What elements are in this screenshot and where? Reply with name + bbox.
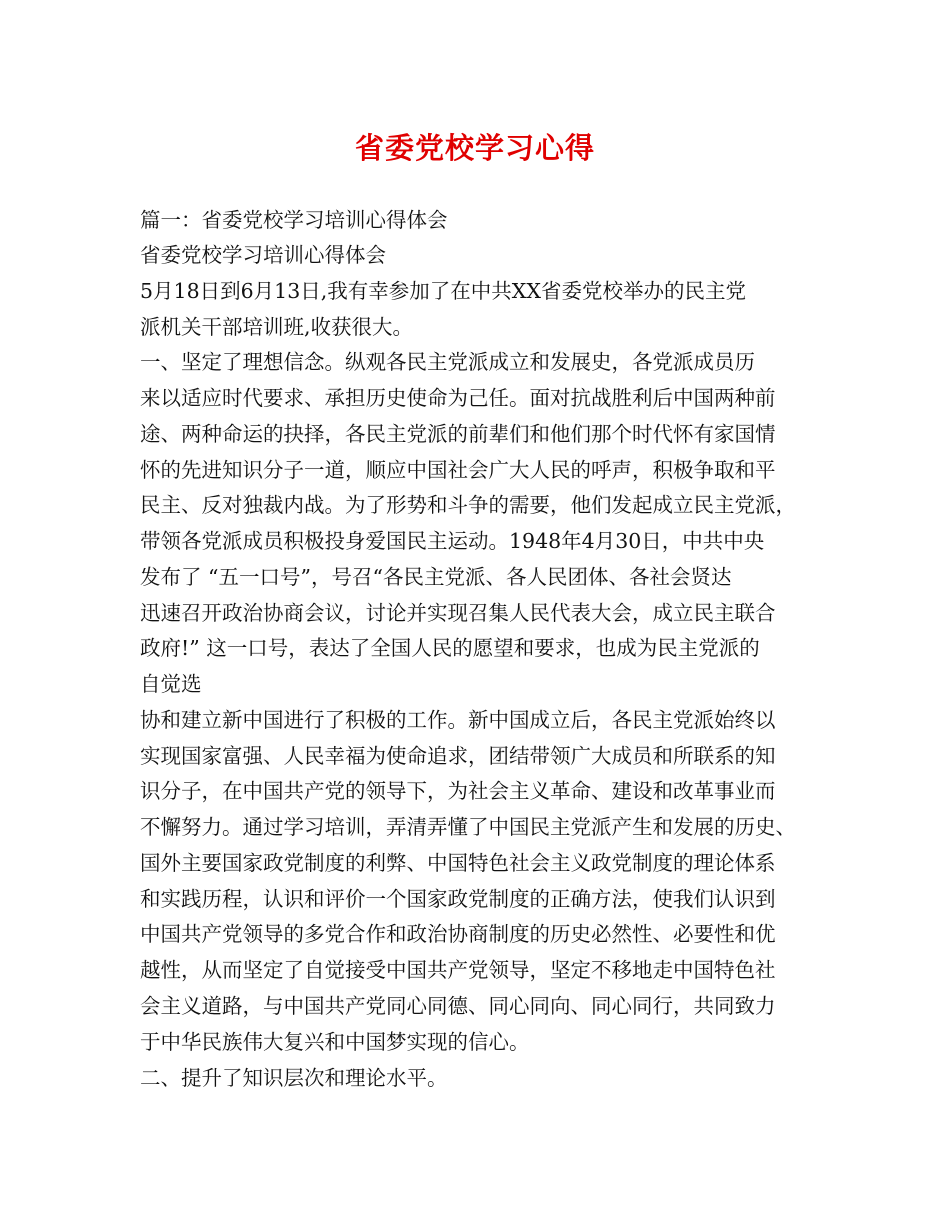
body-line: 和实践历程，认识和评价一个国家政党制度的正确方法，使我们认识到 bbox=[140, 887, 776, 911]
body-line: 5月18日到6月13日,我有幸参加了在中共XX省委党校举办的民主党 bbox=[140, 279, 746, 303]
body-line: 不懈努力。通过学习培训，弄清弄懂了中国民主党派产生和发展的历史、 bbox=[140, 815, 796, 839]
body-line: 派机关干部培训班,收获很大。 bbox=[140, 315, 414, 339]
body-line: 途、两种命运的抉择，各民主党派的前辈们和他们那个时代怀有家国情 bbox=[140, 422, 776, 446]
body-line: 识分子，在中国共产党的领导下，为社会主义革命、建设和改革事业而 bbox=[140, 779, 776, 803]
body-line: 于中华民族伟大复兴和中国梦实现的信心。 bbox=[140, 1030, 530, 1054]
body-line: 会主义道路，与中国共产党同心同德、同心同向、同心同行，共同致力 bbox=[140, 994, 776, 1018]
body-line: 一、坚定了理想信念。纵观各民主党派成立和发展史，各党派成员历 bbox=[140, 350, 755, 374]
article-subtitle: 省委党校学习培训心得体会 bbox=[140, 243, 386, 267]
body-line: 政府!” 这一口号，表达了全国人民的愿望和要求，也成为民主党派的 bbox=[140, 636, 760, 660]
body-line: 发布了 “五一口号”，号召“各民主党派、各人民团体、各社会贤达 bbox=[140, 565, 732, 589]
body-line: 迅速召开政治协商会议，讨论并实现召集人民代表大会，成立民主联合 bbox=[140, 601, 776, 625]
body-line: 自觉选 bbox=[140, 672, 202, 696]
body-line: 越性，从而坚定了自觉接受中国共产党领导，坚定不移地走中国特色社 bbox=[140, 958, 776, 982]
document-title: 省委党校学习心得 bbox=[354, 131, 595, 165]
body-line: 中国共产党领导的多党合作和政治协商制度的历史必然性、必要性和优 bbox=[140, 922, 776, 946]
body-line: 民主、反对独裁内战。为了形势和斗争的需要，他们发起成立民主党派， bbox=[140, 493, 796, 517]
body-line: 协和建立新中国进行了积极的工作。新中国成立后，各民主党派始终以 bbox=[140, 708, 776, 732]
body-line: 来以适应时代要求、承担历史使命为己任。面对抗战胜利后中国两种前 bbox=[140, 386, 776, 410]
body-line: 怀的先进知识分子一道，顺应中国社会广大人民的呼声，积极争取和平 bbox=[140, 458, 776, 482]
section-heading: 篇一：省委党校学习培训心得体会 bbox=[140, 208, 448, 232]
body-line: 二、提升了知识层次和理论水平。 bbox=[140, 1066, 448, 1090]
body-line: 国外主要国家政党制度的利弊、中国特色社会主义政党制度的理论体系 bbox=[140, 851, 776, 875]
body-line: 带领各党派成员积极投身爱国民主运动。1948年4月30日，中共中央 bbox=[140, 529, 765, 553]
body-line: 实现国家富强、人民幸福为使命追求，团结带领广大成员和所联系的知 bbox=[140, 744, 776, 768]
